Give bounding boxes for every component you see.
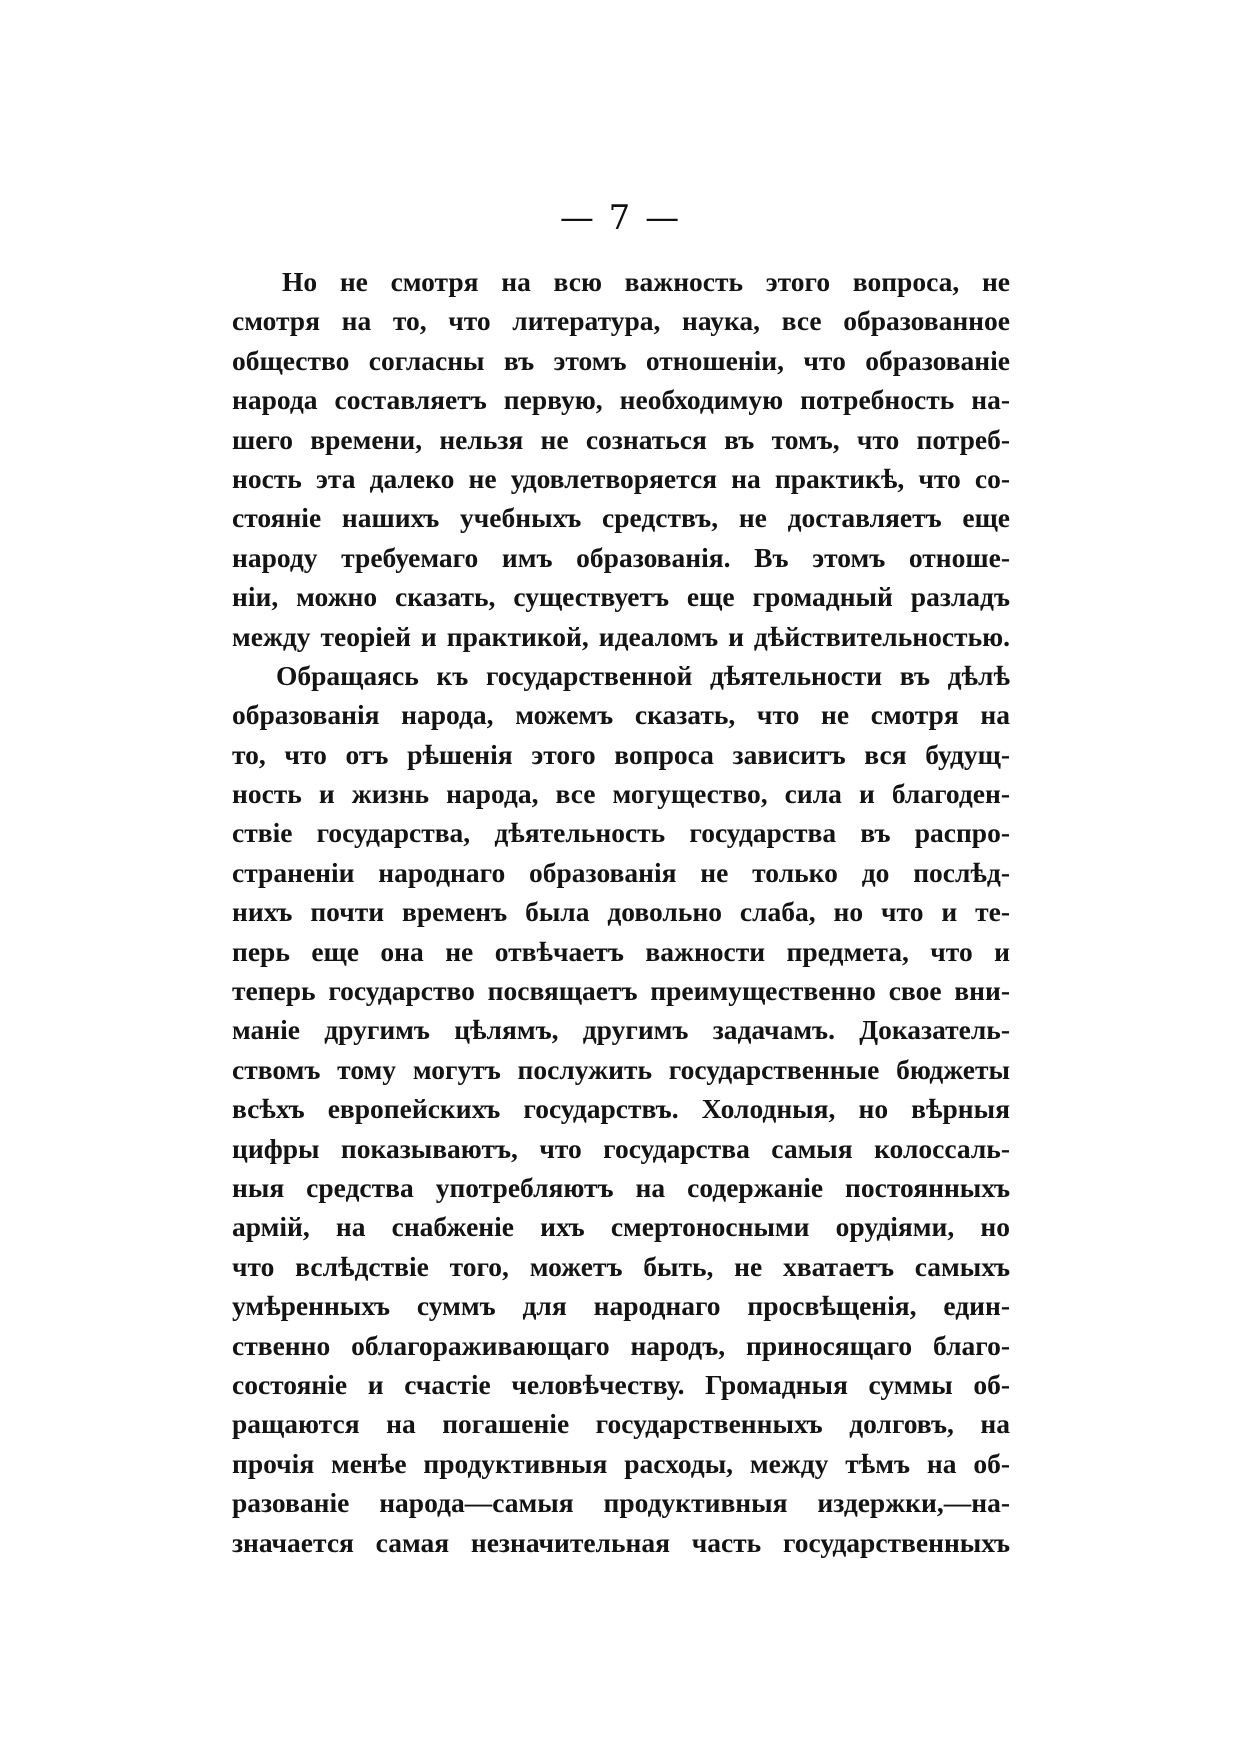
text-line: народу требуемаго имъ образованія. Въ этомъ отноше- <box>232 541 1010 573</box>
text-line: ніи, можно сказать, существуетъ еще громадный разладъ <box>232 581 1010 613</box>
text-line: ность эта далеко не удовлетворяется на практикѣ, что со- <box>232 462 1010 494</box>
body-text <box>232 262 1010 1562</box>
text-line: ращаются на погашеніе государственныхъ долговъ, на <box>232 1408 1010 1440</box>
text-line: образованія народа, можемъ сказать, что не смотря на <box>232 699 1010 731</box>
text-line: ность и жизнь народа, все могущество, сила и благоден- <box>232 778 1010 810</box>
text-line: состояніе и счастіе человѣчеству. Громадныя суммы об- <box>232 1368 1010 1400</box>
text-line: стояніе нашихъ учебныхъ средствъ, не доставляетъ еще <box>232 502 1010 534</box>
text-line: маніе другимъ цѣлямъ, другимъ задачамъ. Доказатель- <box>232 1014 1010 1046</box>
text-line: всѣхъ европейскихъ государствъ. Холодныя, но вѣрныя <box>232 1093 1010 1125</box>
text-line: прочія менѣе продуктивныя расходы, между тѣмъ на об- <box>232 1447 1010 1479</box>
paragraph-2 <box>232 656 1010 1562</box>
text-line: умѣренныхъ суммъ для народнаго просвѣщенія, един- <box>232 1290 1010 1322</box>
text-line: Но не смотря на всю важность этого вопроса, не <box>282 266 1010 297</box>
text-line: цифры показываютъ, что государства самыя колоссаль- <box>232 1132 1010 1164</box>
text-line: теперь государство посвящаетъ преимущественно свое вни- <box>232 975 1010 1007</box>
text-line: что вслѣдствіе того, можетъ быть, не хватаетъ самыхъ <box>232 1250 1010 1282</box>
text-line: разованіе народа—самыя продуктивныя издержки,—на- <box>232 1487 1010 1519</box>
text-line: общество согласны въ этомъ отношеніи, что образованіе <box>232 344 1010 376</box>
text-line: значается самая незначительная часть государственныхъ <box>232 1526 1010 1558</box>
text-line: ныя средства употребляютъ на содержаніе постоянныхъ <box>232 1171 1010 1203</box>
text-line: между теоріей и практикой, идеаломъ и дѣйствительностью. <box>232 620 1010 652</box>
text-line: ствіе государства, дѣятельность государства въ распро- <box>232 817 1010 849</box>
text-line: армій, на снабженіе ихъ смертоносными орудіями, но <box>232 1211 1010 1243</box>
text-line: ствомъ тому могутъ послужить государственные бюджеты <box>232 1053 1010 1085</box>
text-line: перь еще она не отвѣчаетъ важности предмета, что и <box>232 935 1010 967</box>
paragraph-1 <box>232 262 1010 656</box>
text-line: Обращаясь къ государственной дѣятельности въ дѣлѣ <box>276 659 1010 691</box>
text-line: ственно облагораживающаго народъ, приносящаго благо- <box>232 1329 1010 1361</box>
text-line: шего времени, нельзя не сознаться въ томъ, что потреб- <box>232 423 1010 455</box>
page-number: — 7 — <box>559 198 682 238</box>
text-line: то, что отъ рѣшенія этого вопроса зависитъ вся будущ- <box>232 738 1010 770</box>
text-line: народа составляетъ первую, необходимую потребность на- <box>232 384 1010 416</box>
text-line: нихъ почти временъ была довольно слаба, но что и те- <box>232 896 1010 928</box>
text-line: страненіи народнаго образованія не только до послѣд- <box>232 856 1010 888</box>
text-line: смотря на то, что литература, наука, все образованное <box>232 305 1010 337</box>
